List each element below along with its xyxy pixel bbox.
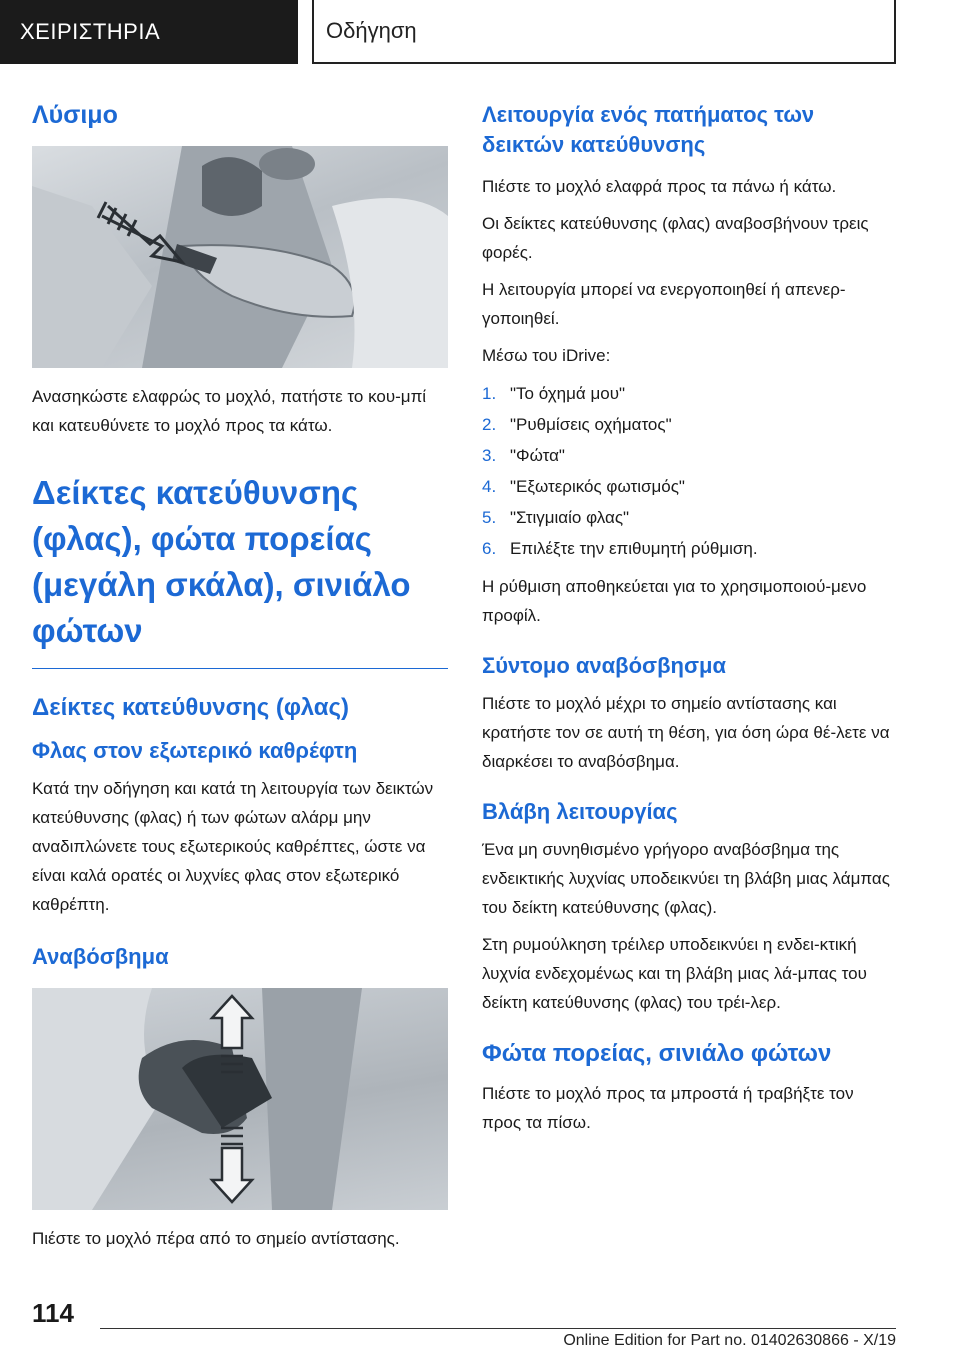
- step-item: [482, 471, 896, 502]
- single-touch-p2: Οι δείκτες κατεύθυνσης (φλας) αναβοσβήνουν τρεις φορές.: [482, 214, 869, 262]
- stalk-photo: [32, 988, 448, 1210]
- heading-rule: [32, 668, 448, 669]
- release-caption: Ανασηκώστε ελαφρώς το μοχλό, πατήστε το κου-μπί και κατευθύνετε το μοχλό προς τα κάτω.: [32, 387, 427, 435]
- step-item: [482, 440, 896, 471]
- step-item: [482, 409, 896, 440]
- release-heading: Λύσιμο: [32, 101, 118, 129]
- main-heading: Δείκτες κατεύθυνσης (φλας), φώτα πορείας (μεγάλη σκάλα), σινιάλο φώτων: [32, 474, 411, 649]
- short-flash-heading: Σύντομο αναβόσβησμα: [482, 653, 726, 678]
- single-touch-p3: Η λειτουργία μπορεί να ενεργοποιηθεί ή απενερ-γοποιηθεί.: [482, 280, 846, 328]
- turn-signal-heading: Δείκτες κατεύθυνσης (φλας): [32, 694, 350, 721]
- step-item: [482, 378, 896, 409]
- single-touch-p1: Πιέστε το μοχλό ελαφρά προς τα πάνω ή κάτω.: [482, 177, 837, 196]
- short-flash-text: Πιέστε το μοχλό μέχρι το σημείο αντίστασης και κρατήστε τον σε αυτή τη θέση, για όση ώρα θέ-λετε να διαρκέσει το αναβόσβημα.: [482, 694, 890, 771]
- high-beam-text: Πιέστε το μοχλό προς τα μπροστά ή τραβήξτε τον προς τα πίσω.: [482, 1084, 854, 1132]
- idrive-steps: [482, 378, 896, 564]
- right-column: [482, 100, 896, 1145]
- step-number: 3.: [482, 446, 497, 465]
- step-number: 2.: [482, 415, 497, 434]
- high-beam-heading: Φώτα πορείας, σινιάλο φώτων: [482, 1040, 832, 1067]
- step-text: "Ρυθμίσεις οχήματος": [510, 415, 672, 434]
- step-text: "Εξωτερικός φωτισμός": [510, 477, 685, 496]
- step-text: "Το όχημά μου": [510, 384, 626, 403]
- step-text: Επιλέξτε την επιθυμητή ρύθμιση.: [510, 539, 758, 558]
- mirror-indicator-heading: Φλας στον εξωτερικό καθρέφτη: [32, 738, 358, 763]
- step-number: 6.: [482, 539, 497, 558]
- profile-note: Η ρύθμιση αποθηκεύεται για το χρησιμοποιού-μενο προφίλ.: [482, 577, 867, 625]
- header-section-tab: ΧΕΙΡΙΣΤΗΡΙΑ: [0, 0, 298, 64]
- single-touch-heading: Λειτουργία ενός πατήματος των δεικτών κατεύθυνσης: [482, 102, 815, 157]
- step-number: 4.: [482, 477, 497, 496]
- malfunction-heading: Βλάβη λειτουργίας: [482, 799, 678, 824]
- step-text: "Στιγμιαίο φλας": [510, 508, 630, 527]
- footer-edition: Online Edition for Part no. 01402630866 - X/19: [563, 1332, 896, 1349]
- single-touch-p4: Μέσω του iDrive:: [482, 346, 611, 365]
- page-number: 114: [32, 1298, 74, 1328]
- flashing-caption: Πιέστε το μοχλό πέρα από το σημείο αντίστασης.: [32, 1229, 400, 1248]
- mirror-indicator-text: Κατά την οδήγηση και κατά τη λειτουργία των δεικτών κατεύθυνσης (φλας) ή των φώτων αλάρμ μην αναδιπλώνετε τους εξωτερικούς καθρέπτες, ώστε να είναι καλά ορατές οι λυχνίες φλας στον εξωτερικό καθρέπτη.: [32, 779, 434, 914]
- handbrake-photo: [32, 146, 448, 368]
- footer-rule: [100, 1328, 896, 1329]
- step-number: 5.: [482, 508, 497, 527]
- step-number: 1.: [482, 384, 497, 403]
- step-item: [482, 502, 896, 533]
- header-chapter-tab: Οδήγηση: [312, 0, 896, 64]
- malfunction-text-1: Ένα μη συνηθισμένο γρήγορο αναβόσβημα της ενδεικτικής λυχνίας υποδεικνύει τη βλάβη μιας λάμπας του δείκτη κατεύθυνσης (φλας).: [482, 840, 890, 917]
- step-text: "Φώτα": [510, 446, 565, 465]
- malfunction-text-2: Στη ρυμούλκηση τρέιλερ υποδεικνύει η ενδει-κτική λυχνία ενδεχομένως και τη βλάβη μιας λά-μπας του δείκτη κατεύθυνσης (φλας) του τρέι-λερ.: [482, 935, 867, 1012]
- flashing-heading: Αναβόσβημα: [32, 944, 169, 969]
- left-column: [32, 100, 448, 1261]
- step-item: [482, 533, 896, 564]
